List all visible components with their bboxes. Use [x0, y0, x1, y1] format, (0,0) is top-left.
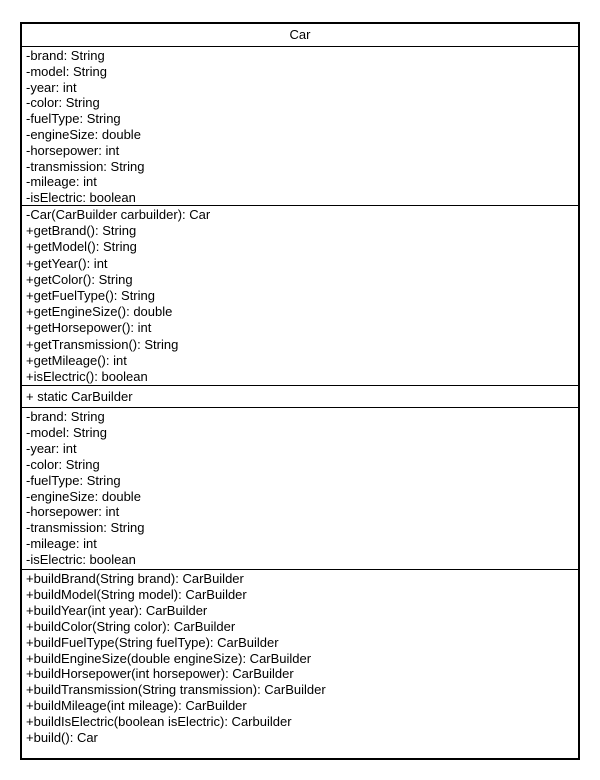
car-attributes-compartment [22, 46, 578, 205]
member-row: -fuelType: String [26, 111, 121, 127]
member-row: +buildColor(String color): CarBuilder [26, 618, 236, 634]
builder-attributes-compartment [22, 407, 578, 569]
member-row: -isElectric: boolean [26, 552, 136, 568]
member-row: -horsepower: int [26, 142, 120, 158]
member-row: -horsepower: int [26, 504, 120, 520]
member-row: -brand: String [26, 48, 105, 63]
member-row: -model: String [26, 424, 107, 440]
member-row: -model: String [26, 63, 107, 79]
member-row: +buildEngineSize(double engineSize): CarBuilder [26, 650, 312, 666]
member-row: -engineSize: double [26, 488, 141, 504]
member-row: -mileage: int [26, 174, 97, 190]
member-row: -isElectric: boolean [26, 190, 136, 205]
member-row: +getTransmission(): String [26, 336, 179, 352]
member-row: +getHorsepower(): int [26, 320, 152, 336]
member-row: +getModel(): String [26, 239, 137, 255]
member-row: -year: int [26, 440, 77, 456]
member-row: +buildYear(int year): CarBuilder [26, 602, 208, 618]
builder-methods-compartment [22, 569, 578, 758]
member-row: -color: String [26, 95, 100, 111]
nested-class-header: + static CarBuilder [22, 385, 578, 407]
uml-class-car [20, 22, 580, 760]
member-row: -color: String [26, 456, 100, 472]
member-row: -mileage: int [26, 536, 97, 552]
member-row: +isElectric(): boolean [26, 369, 148, 385]
member-row: +getMileage(): int [26, 352, 127, 368]
member-row: -brand: String [26, 409, 105, 424]
member-row: +buildHorsepower(int horsepower): CarBuilder [26, 666, 294, 682]
member-row: +buildTransmission(String transmission): CarBuilder [26, 682, 326, 698]
member-row: +buildBrand(String brand): CarBuilder [26, 571, 244, 586]
member-row: +getBrand(): String [26, 223, 137, 239]
member-row: +getEngineSize(): double [26, 304, 173, 320]
member-row: +buildIsElectric(boolean isElectric): Carbuilder [26, 714, 292, 730]
member-row: +build(): Car [26, 730, 98, 746]
member-row: -year: int [26, 79, 77, 95]
member-row: +buildFuelType(String fuelType): CarBuilder [26, 634, 279, 650]
member-row: +getColor(): String [26, 271, 133, 287]
member-row: +buildMileage(int mileage): CarBuilder [26, 698, 247, 714]
member-row: -engineSize: double [26, 126, 141, 142]
member-row: -transmission: String [26, 520, 145, 536]
member-row: +getFuelType(): String [26, 288, 155, 304]
car-methods-compartment [22, 205, 578, 385]
class-name-title: Car [289, 27, 311, 42]
member-row: +buildModel(String model): CarBuilder [26, 586, 247, 602]
member-row: +getYear(): int [26, 255, 108, 271]
member-row: -transmission: String [26, 158, 145, 174]
member-row: -fuelType: String [26, 472, 121, 488]
member-row: -Car(CarBuilder carbuilder): Car [26, 207, 211, 222]
